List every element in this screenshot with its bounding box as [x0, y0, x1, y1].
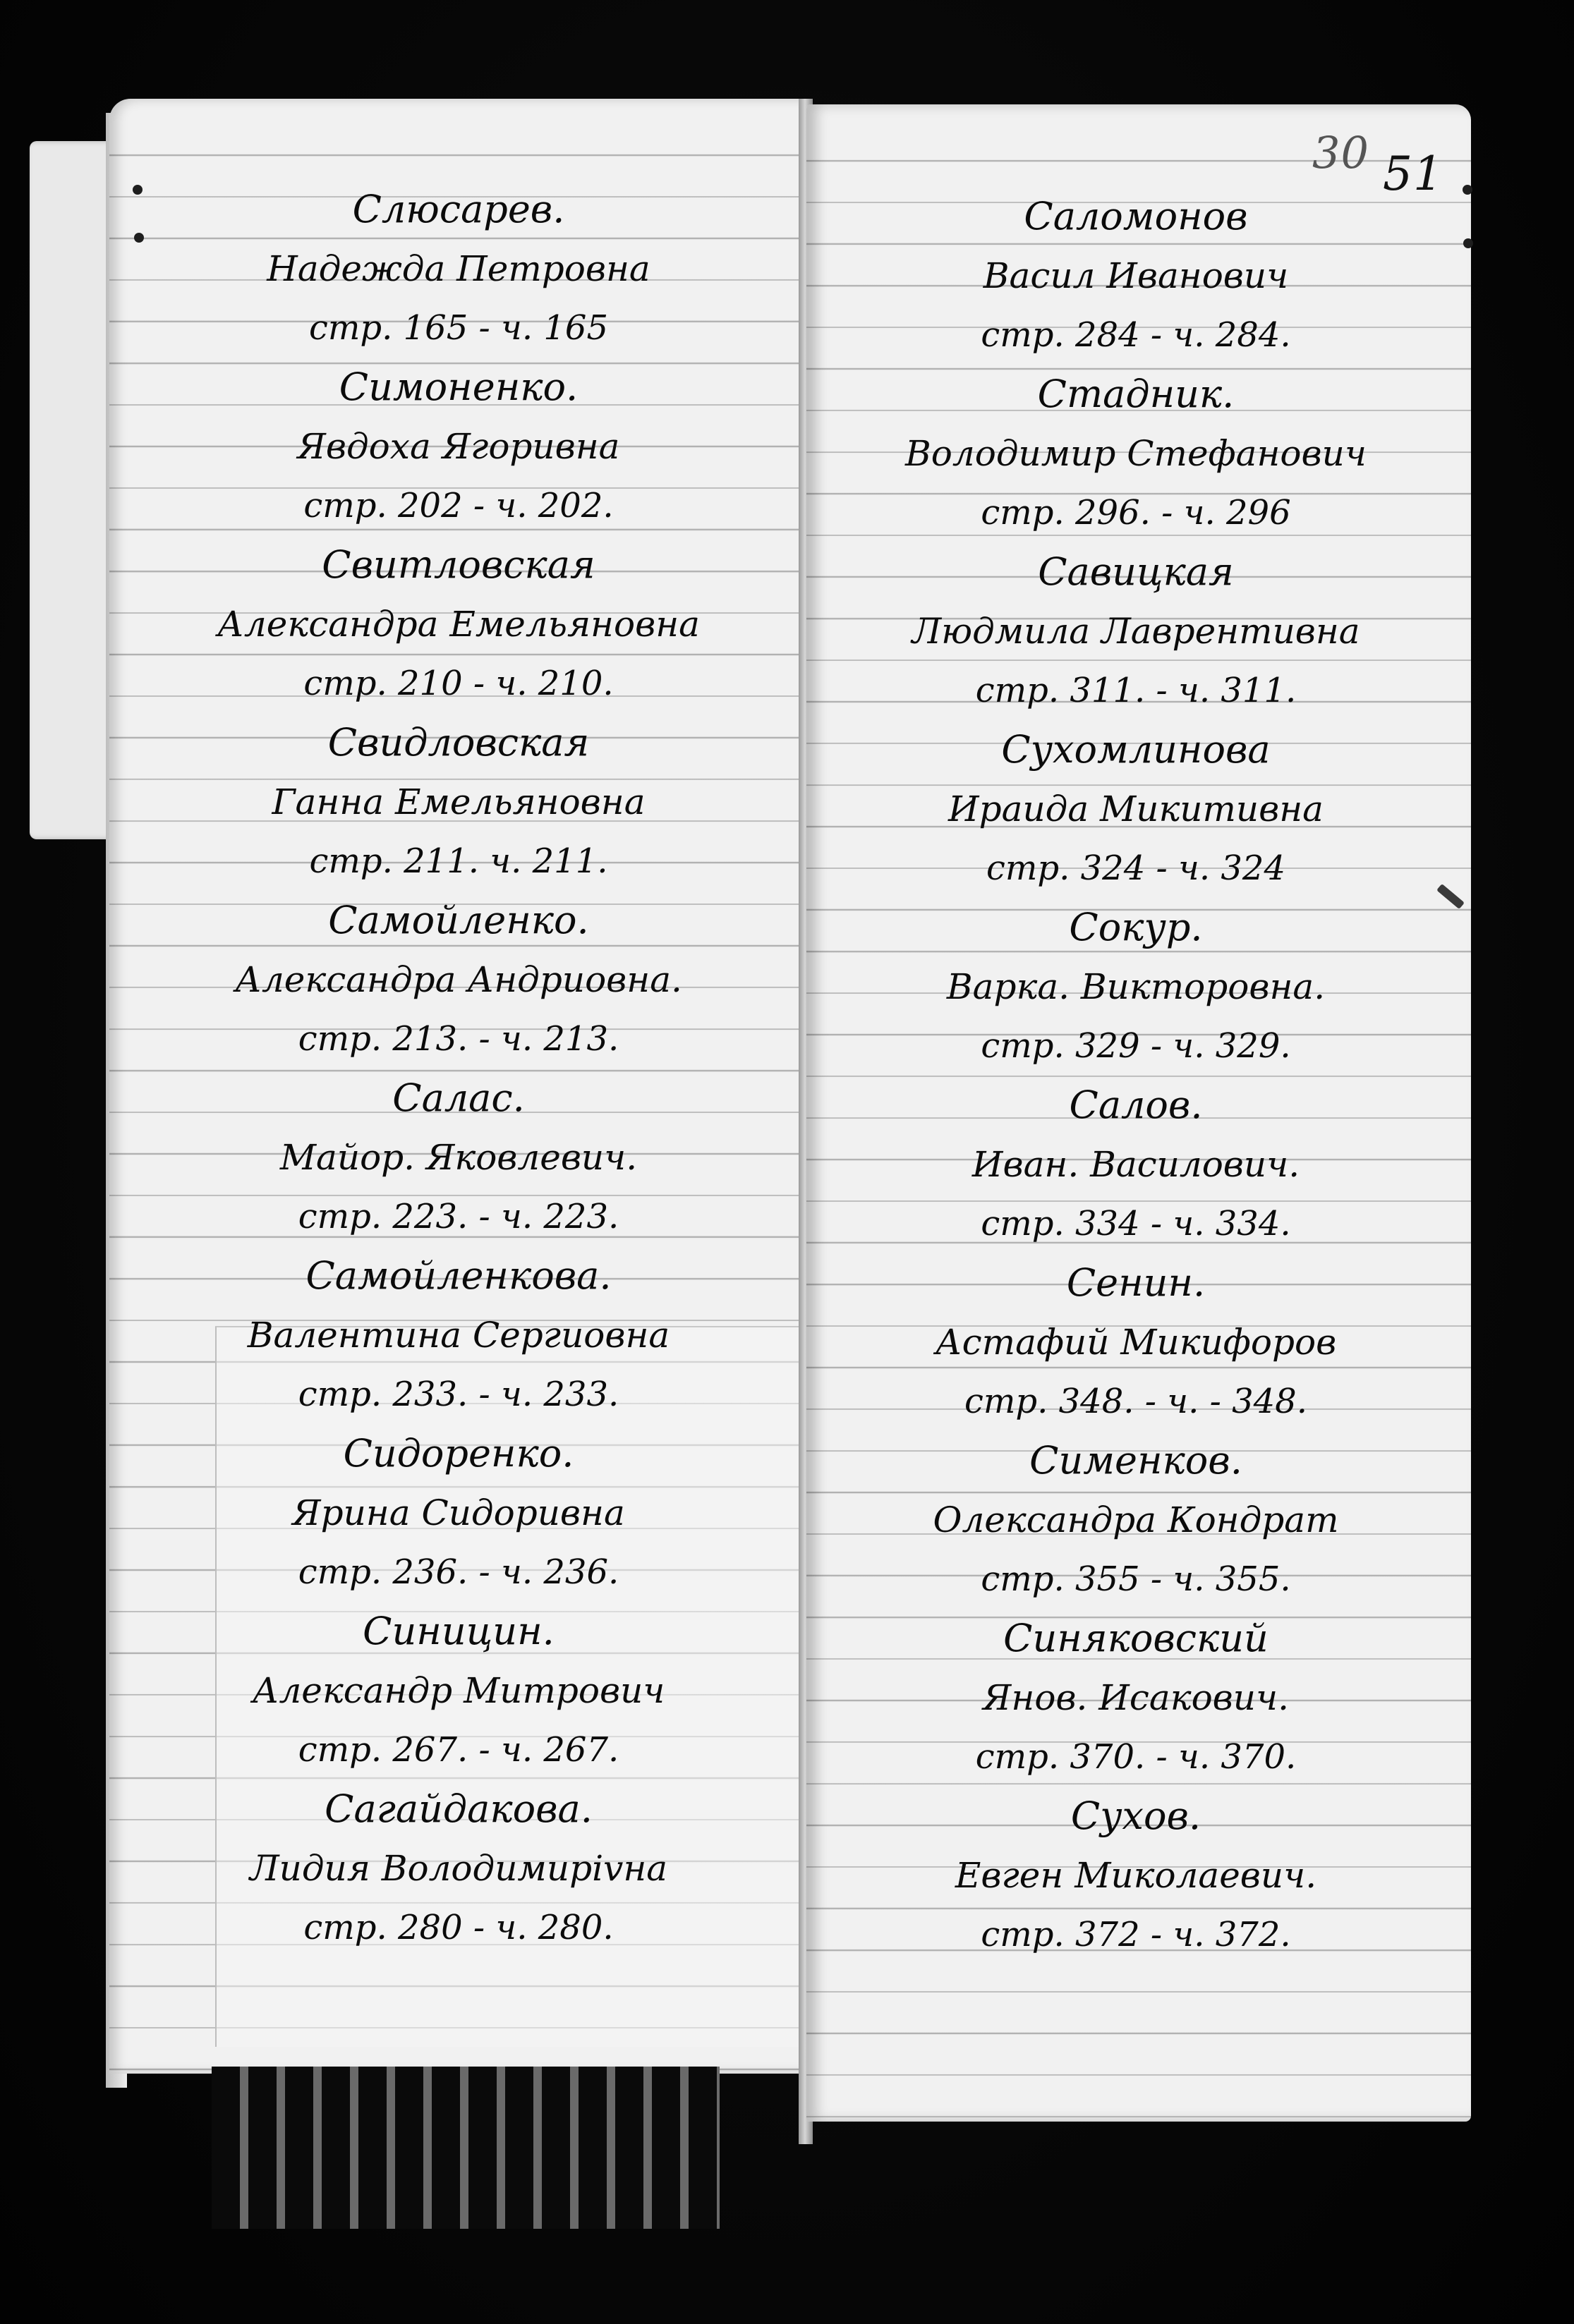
- folio-number-ink: 51: [1383, 147, 1443, 201]
- entry-page-ref: стр. 236. - ч. 236.: [298, 1552, 619, 1592]
- entry-surname: Саломонов: [1024, 194, 1248, 238]
- list-item: [120, 358, 797, 535]
- entry-given-name: Янов. Исакович.: [983, 1677, 1289, 1718]
- entry-surname: Симоненко.: [339, 365, 579, 409]
- index-tab-strip: [212, 2067, 720, 2229]
- entry-page-ref: стр. 348. - ч. - 348.: [964, 1382, 1307, 1421]
- entry-given-name: Ираида Микитивна: [948, 789, 1324, 829]
- entry-page-ref: стр. 296. - ч. 296: [981, 493, 1291, 533]
- entry-surname: Сидоренко.: [343, 1431, 574, 1476]
- entry-given-name: Олександра Кондрат: [933, 1499, 1339, 1540]
- entry-page-ref: стр. 223. - ч. 223.: [298, 1197, 619, 1236]
- entry-page-ref: стр. 324 - ч. 324: [986, 848, 1285, 888]
- list-item: [811, 898, 1460, 1076]
- entry-surname: Сухомлинова: [1001, 727, 1271, 772]
- entry-page-ref: стр. 165 - ч. 165: [309, 308, 608, 348]
- entry-given-name: Александра Андриовна.: [235, 959, 682, 1000]
- right-column-entries: [811, 187, 1460, 1964]
- entry-page-ref: стр. 311. - ч. 311.: [975, 671, 1297, 710]
- list-item: [120, 891, 797, 1069]
- list-item: [120, 1246, 797, 1424]
- entry-page-ref: стр. 355 - ч. 355.: [981, 1559, 1291, 1599]
- entry-surname: Сухов.: [1070, 1794, 1201, 1838]
- page-hole-icon: [1463, 238, 1473, 248]
- entry-given-name: Ганна Емельяновна: [272, 781, 646, 822]
- list-item: [120, 713, 797, 891]
- entry-given-name: Явдоха Ягоривна: [297, 426, 620, 467]
- entry-given-name: Астафий Микифоров: [935, 1322, 1337, 1363]
- list-item: [120, 1602, 797, 1779]
- list-item: [811, 1609, 1460, 1787]
- entry-page-ref: стр. 329 - ч. 329.: [981, 1026, 1291, 1066]
- entry-given-name: Евген Миколаевич.: [955, 1855, 1317, 1896]
- entry-given-name: Иван. Василович.: [971, 1144, 1300, 1185]
- list-item: [811, 1076, 1460, 1253]
- list-item: [120, 535, 797, 713]
- entry-surname: Сенин.: [1066, 1260, 1206, 1305]
- list-item: [811, 542, 1460, 720]
- left-column-entries: [120, 180, 797, 1957]
- entry-page-ref: стр. 267. - ч. 267.: [298, 1730, 619, 1770]
- entry-page-ref: стр. 370. - ч. 370.: [975, 1737, 1297, 1777]
- entry-given-name: Людмила Лаврентивна: [912, 611, 1360, 652]
- entry-page-ref: стр. 210 - ч. 210.: [303, 664, 614, 703]
- list-item: [120, 180, 797, 358]
- list-item: [120, 1424, 797, 1602]
- list-item: [120, 1779, 797, 1957]
- entry-surname: Синицин.: [363, 1609, 555, 1653]
- entry-given-name: Александр Митрович: [252, 1670, 665, 1711]
- entry-surname: Слюсарев.: [352, 187, 565, 231]
- entry-surname: Свитловская: [322, 542, 595, 587]
- entry-surname: Сагайдакова.: [325, 1787, 593, 1831]
- entry-given-name: Васил Иванович: [983, 255, 1289, 296]
- list-item: [811, 187, 1460, 365]
- entry-page-ref: стр. 334 - ч. 334.: [981, 1204, 1291, 1243]
- entry-surname: Самойленко.: [328, 898, 589, 942]
- list-item: [120, 1069, 797, 1246]
- entry-surname: Сокур.: [1069, 905, 1203, 949]
- list-item: [811, 1431, 1460, 1609]
- entry-given-name: Володимир Стефанович: [905, 433, 1367, 474]
- folio-number-pencil: 30: [1312, 127, 1369, 178]
- entry-given-name: Александра Емельяновна: [217, 604, 700, 645]
- entry-page-ref: стр. 211. ч. 211.: [309, 841, 608, 881]
- entry-surname: Стадник.: [1037, 372, 1235, 416]
- entry-given-name: Варка. Викторовна.: [946, 966, 1326, 1007]
- entry-page-ref: стр. 233. - ч. 233.: [298, 1375, 619, 1414]
- entry-given-name: Надежда Петровна: [267, 248, 650, 289]
- entry-page-ref: стр. 202 - ч. 202.: [303, 486, 614, 525]
- entry-given-name: Лидия Володимирivна: [249, 1848, 668, 1889]
- list-item: [811, 1787, 1460, 1964]
- entry-surname: Сименков.: [1029, 1438, 1242, 1483]
- entry-surname: Салас.: [392, 1076, 525, 1120]
- entry-given-name: Ярина Сидоривна: [292, 1492, 625, 1533]
- list-item: [811, 1253, 1460, 1431]
- entry-given-name: Майор. Яковлевич.: [279, 1137, 638, 1178]
- entry-given-name: Валентина Сергиовна: [247, 1315, 670, 1356]
- entry-surname: Синяковский: [1003, 1616, 1269, 1660]
- entry-surname: Самойленкова.: [305, 1253, 612, 1298]
- entry-page-ref: стр. 213. - ч. 213.: [298, 1019, 619, 1059]
- list-item: [811, 365, 1460, 542]
- entry-surname: Свидловская: [327, 720, 590, 765]
- entry-page-ref: стр. 372 - ч. 372.: [981, 1915, 1291, 1954]
- entry-page-ref: стр. 280 - ч. 280.: [303, 1908, 614, 1947]
- list-item: [811, 720, 1460, 898]
- entry-surname: Салов.: [1069, 1083, 1203, 1127]
- entry-surname: Савицкая: [1038, 549, 1234, 594]
- entry-page-ref: стр. 284 - ч. 284.: [981, 315, 1291, 355]
